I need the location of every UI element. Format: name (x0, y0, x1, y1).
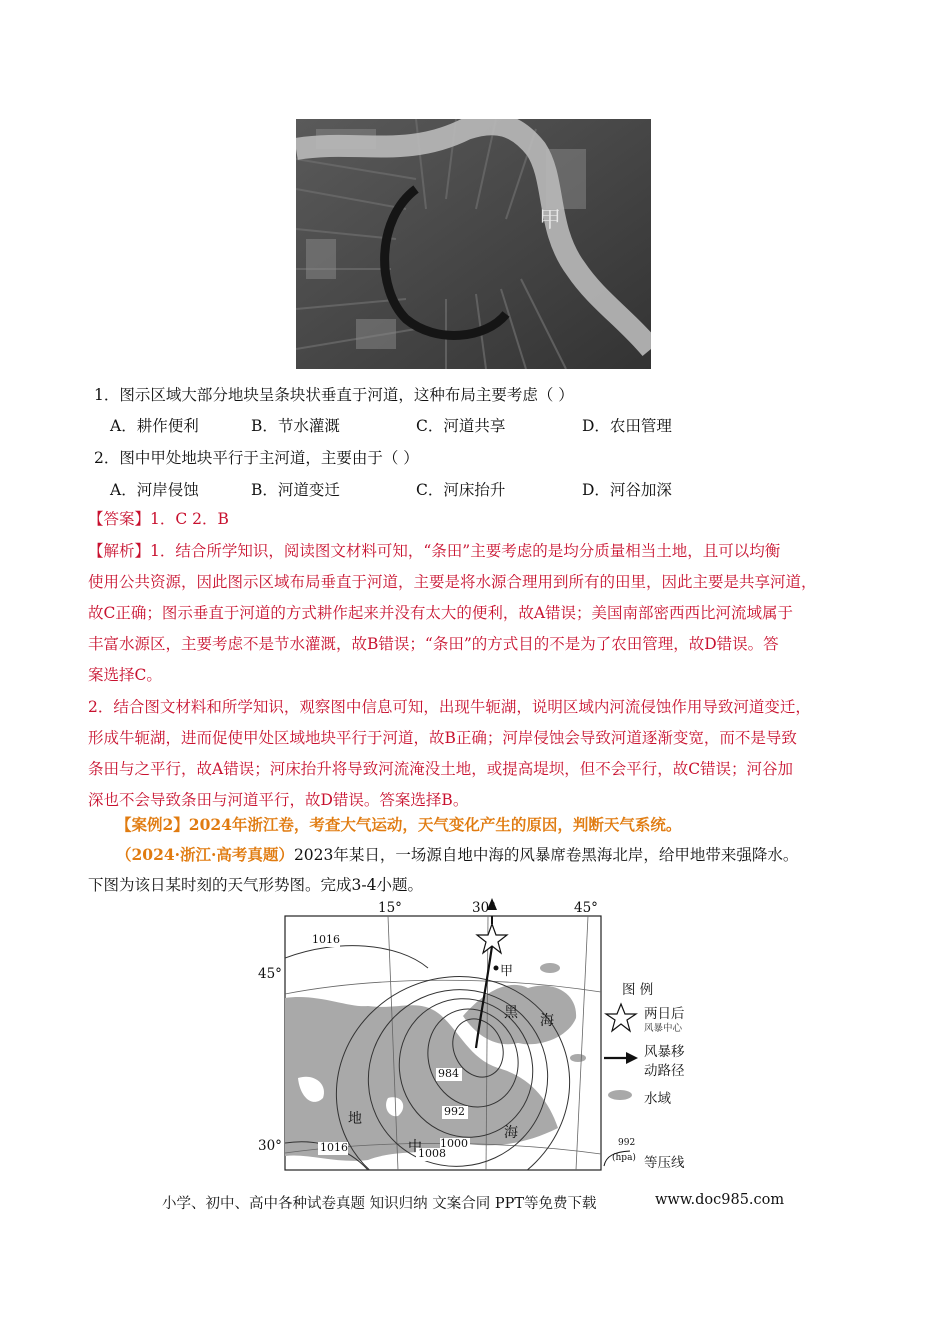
satellite-photo (296, 119, 651, 369)
question-2-stem: 2．图中甲处地块平行于主河道，主要由于（ ） (94, 449, 419, 467)
legend-isobar-value: 992 (618, 1138, 636, 1148)
answer-tag: 【答案】 (88, 510, 151, 528)
analysis-tag: 【解析】 (88, 542, 151, 560)
sea-label-med-3: 海 (504, 1125, 518, 1141)
answer-line (88, 503, 229, 535)
case2-source: （2024·浙江·高考真题） (116, 845, 294, 864)
analysis-line-5: 案选择C。 (88, 666, 162, 684)
legend-path-1: 风暴移 (644, 1044, 685, 1060)
lon-label-15: 15° (378, 900, 402, 916)
legend-star-icon (606, 1004, 636, 1031)
analysis-line-3: 故C正确；图示垂直于河道的方式耕作起来并没有太大的便利，故A错误；美国南部密西西比河流域属于 (88, 604, 794, 622)
analysis-line-1 (88, 535, 780, 567)
legend-water: 水域 (644, 1091, 671, 1107)
analysis-line-4: 丰富水源区，主要考虑不是节水灌溉，故B错误；“条田”的方式目的不是为了农田管理，故D错误。答 (88, 635, 779, 653)
q1-option-d: D．农田管理 (582, 417, 672, 435)
case2-intro-line-2: 下图为该日某时刻的天气形势图。完成3-4小题。 (88, 876, 423, 894)
lat-label-45: 45° (258, 966, 282, 982)
analysis-p2-line-2: 形成牛轭湖，进而促使甲处区域地块平行于河道，故B正确；河岸侵蚀会导致河道逐渐变宽，而不是导致 (88, 729, 797, 747)
lon-label-30: 30° (472, 900, 496, 916)
weather-map (258, 898, 708, 1178)
isobar-label-1008: 1008 (418, 1147, 446, 1160)
lon-label-45: 45° (574, 900, 598, 916)
case2-title: 【案例2】2024年浙江卷，考查大气运动，天气变化产生的原因，判断天气系统。 (116, 815, 682, 834)
analysis-p2-line-1: 2．结合图文材料和所学知识，观察图中信息可知，出现牛轭湖，说明区域内河流侵蚀作用导致河道变迁， (88, 698, 811, 716)
analysis-p2-line-3: 条田与之平行，故A错误；河床抬升将导致河流淹没土地，或提高堤坝，但不会平行，故C错误；河谷加 (88, 760, 794, 778)
footer-text: 小学、初中、高中各种试卷真题 知识归纳 文案合同 PPT等免费下载 (162, 1196, 597, 1212)
q2-option-d: D．河谷加深 (582, 481, 672, 499)
legend-title: 图 例 (622, 982, 654, 998)
q2-option-c: C．河床抬升 (416, 481, 506, 499)
sea-label-med-1: 地 (348, 1111, 362, 1127)
q1-option-c: C．河道共享 (416, 417, 506, 435)
sea-label-black-1: 黑 (504, 1005, 518, 1021)
isobar-label-1016-bottom: 1016 (320, 1141, 348, 1154)
q2-option-a: A．河岸侵蚀 (110, 481, 199, 499)
lat-label-30: 30° (258, 1138, 282, 1154)
case2-intro-line-1 (116, 844, 798, 866)
legend-isobar-unit: (hpa) (612, 1153, 636, 1163)
isobar-label-992: 992 (444, 1105, 465, 1118)
place-label-jia: 甲 (500, 964, 514, 979)
legend-arrow-icon (626, 1052, 638, 1064)
legend-storm-center-sub: 风暴中心 (644, 1023, 683, 1034)
photo-label-jia: 甲 (539, 208, 562, 233)
isobar-label-984: 984 (438, 1067, 459, 1080)
footer-url[interactable]: www.doc985.com (655, 1192, 785, 1208)
legend-storm-center: 两日后 (644, 1006, 685, 1022)
case2-intro-text-1: 2023年某日，一场源自地中海的风暴席卷黑海北岸，给甲地带来强降水。 (293, 846, 799, 864)
q2-option-b: B．河道变迁 (251, 481, 340, 499)
answer-text: 1．C 2．B (150, 510, 229, 528)
sea-label-med-2: 中 (408, 1139, 422, 1155)
q1-option-b: B．节水灌溉 (251, 417, 340, 435)
legend-path-2: 动路径 (644, 1063, 685, 1079)
sea-label-black-2: 海 (540, 1013, 554, 1029)
isobar-label-1000: 1000 (440, 1137, 468, 1150)
analysis-text-1: 1．结合所学知识，阅读图文材料可知，“条田”主要考虑的是均分质量相当土地，且可以均衡 (150, 542, 781, 560)
isobar-label-1016-top: 1016 (312, 933, 340, 946)
question-1-stem: 1．图示区域大部分地块呈条块状垂直于河道，这种布局主要考虑（ ） (94, 386, 574, 404)
satellite-image-drawing (296, 119, 651, 369)
q1-option-a: A．耕作便利 (110, 417, 199, 435)
analysis-p2-line-4: 深也不会导致条田与河道平行，故D错误。答案选择B。 (88, 791, 469, 809)
legend-isobar: 等压线 (644, 1155, 685, 1171)
analysis-line-2: 使用公共资源，因此图示区域布局垂直于河道，主要是将水源合理用到所有的田里，因此主要是共享河道， (88, 573, 817, 591)
legend-water-icon (608, 1090, 632, 1100)
